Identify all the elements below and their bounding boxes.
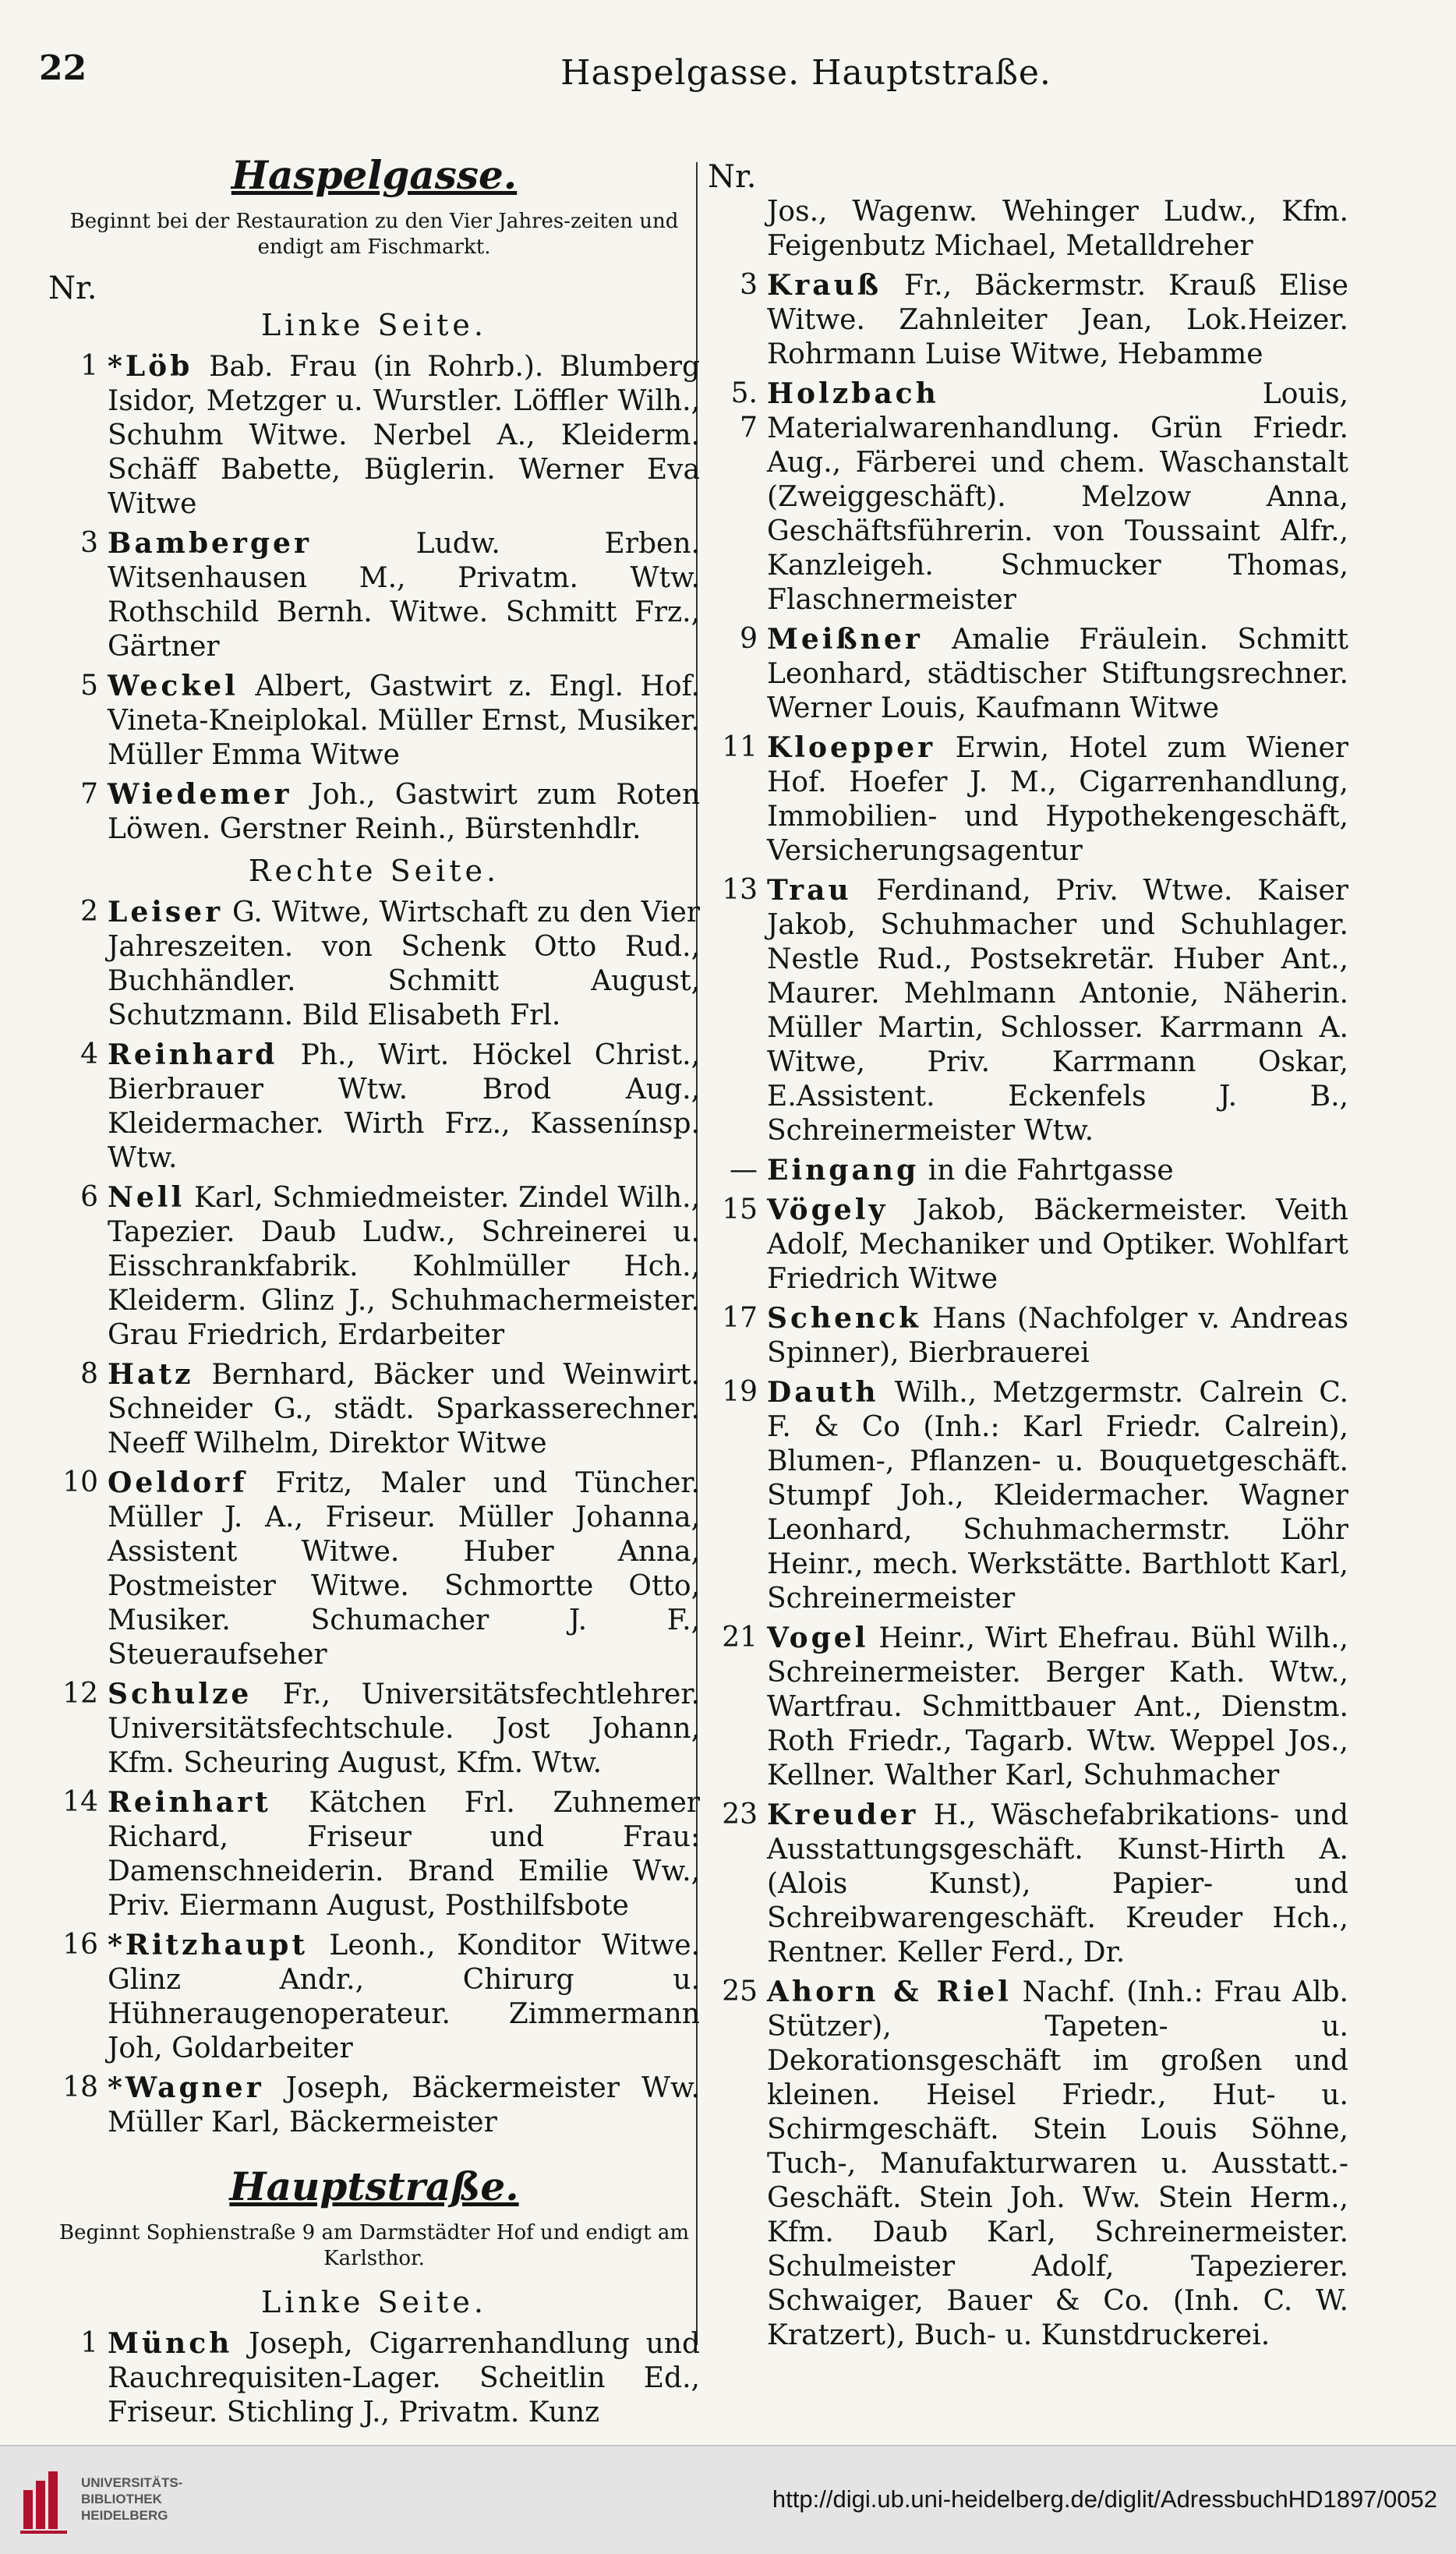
resident-name: *Wagner [108, 2071, 264, 2104]
address-entry [48, 1038, 700, 1176]
house-number: 23 [722, 1799, 758, 1831]
footer-bar [0, 2445, 1456, 2554]
entry-text [767, 377, 1348, 617]
side-heading-left: Linke Seite. [261, 308, 487, 342]
resident-name: Holzbach [767, 377, 939, 410]
street-title-haspelgasse: Haspelgasse. [231, 152, 518, 198]
address-entry [48, 1180, 700, 1353]
entry-details: Jakob, Bäckermeister. Veith Adolf, Mechaniker und Optiker. Wohlfart Friedrich Witwe [767, 1194, 1348, 1295]
entry-details: Heinr., Wirt Ehefrau. Bühl Wilh., Schreinermeister. Berger Kath. Wtw., Wartfrau. Schmittbauer Ant., Dienstm. Roth Friedr., Tagarb. Wtw. Weppel Jos., Kellner. Walther Karl, Schuhmacher [767, 1622, 1348, 1792]
resident-name: Vögely [767, 1194, 889, 1226]
address-entry [708, 1193, 1348, 1296]
house-number: 5 [80, 670, 98, 702]
entry-text [767, 194, 1348, 264]
library-name-line: BIBLIOTHEK [81, 2492, 162, 2506]
entry-details: Nachf. (Inh.: Frau Alb. Stützer), Tapeten- u. Dekorationsgeschäft im großen und kleinen. Heisel Friedr., Hut- u. Schirmgeschäft. Stein Louis Söhne, Tuch-, Manufakturwaren u. Ausstatt.-Geschäft. Stein Joh. Ww. Stein Herm., Kfm. Daub Karl, Schreinermeister. Schulmeister Adolf, Tapezierer. Schwaiger, Bauer & Co. (Inh. C. W. Kratzert), Buch- u. Kunstdruckerei. [767, 1976, 1348, 2351]
entry-text [108, 2326, 700, 2430]
house-number: 13 [722, 874, 758, 906]
address-entry [48, 895, 700, 1033]
side-heading-right: Rechte Seite. [248, 854, 500, 888]
address-entry [48, 777, 700, 847]
entry-details: Leonh., Konditor Witwe. Glinz Andr., Chirurg u. Hühneraugenoperateur. Zimmermann Joh, Goldarbeiter [108, 1930, 701, 2064]
entry-text [767, 1193, 1348, 1296]
entry-text [108, 526, 700, 664]
entry-details: Bab. Frau (in Rohrb.). Blumberg Isidor, Metzger u. Wurstler. Löffler Wilh., Schuhm Witwe. Nerbel A., Kleiderm. Schäff Babette, Büglerin. Werner Eva Witwe [108, 351, 700, 520]
library-name-line: UNIVERSITÄTS- [81, 2475, 183, 2490]
entry-list [48, 2326, 700, 2430]
entry-text [108, 777, 700, 847]
address-entry [708, 377, 1348, 617]
resident-name: Leiser [108, 896, 224, 929]
resident-name: Oeldorf [108, 1466, 248, 1499]
house-number: 3 [740, 269, 758, 301]
address-entry [708, 1301, 1348, 1371]
entry-text [108, 1038, 700, 1176]
resident-name: Münch [108, 2327, 233, 2360]
resident-name: Reinhart [108, 1786, 271, 1819]
entry-list [48, 349, 700, 847]
resident-name: Hatz [108, 1358, 194, 1391]
entry-details: Hans (Nachfolger v. Andreas Spinner), Bierbrauerei [767, 1303, 1348, 1369]
entry-text [767, 1301, 1348, 1371]
resident-name: Weckel [108, 670, 239, 702]
address-entry [48, 1357, 700, 1461]
entry-text [108, 1785, 700, 1923]
entry-text [767, 1621, 1348, 1793]
house-number: 11 [722, 731, 758, 763]
house-number [708, 194, 767, 264]
entry-details: Fr., Bäckermstr. Krauß Elise Witwe. Zahnleiter Jean, Lok.Heizer. Rohrmann Luise Witwe, Hebamme [767, 270, 1348, 370]
house-number: 25 [722, 1976, 758, 2007]
entry-text [108, 2071, 700, 2140]
house-number: 17 [722, 1302, 758, 1334]
entry-text [108, 895, 700, 1033]
resident-name: Eingang [767, 1154, 920, 1187]
address-entry [48, 1677, 700, 1781]
house-number: 18 [62, 2071, 98, 2103]
address-entry [48, 1928, 700, 2066]
library-name [81, 2474, 182, 2524]
nr-label: Nr. [708, 159, 757, 195]
resident-name: Meißner [767, 623, 923, 656]
address-entry [708, 730, 1348, 868]
house-number: 12 [62, 1678, 98, 1710]
entry-details: Fr., Universitätsfechtlehrer. Universitätsfechtschule. Jost Johann, Kfm. Scheuring August, Kfm. Wtw. [108, 1678, 700, 1779]
entry-details: Ferdinand, Priv. Wtwe. Kaiser Jakob, Schuhmacher und Schuhlager. Nestle Rud., Postsekretär. Huber Ant., Maurer. Mehlmann Antonie, Näherin. Müller Martin, Schlosser. Karrmann A. Witwe, Priv. Karrmann Oskar, E.Assistent. Eckenfels J. B., Schreinermeister Wtw. [767, 875, 1348, 1147]
entry-text [767, 268, 1348, 372]
house-number: 9 [740, 623, 758, 655]
address-entry [708, 1975, 1348, 2353]
entry-text [108, 1928, 700, 2066]
entry-details: Joh., Gastwirt zum Roten Löwen. Gerstner Reinh., Bürstenhdlr. [108, 779, 700, 845]
entry-text [108, 349, 700, 522]
resident-name: Schenck [767, 1302, 922, 1335]
entry-details: Albert, Gastwirt z. Engl. Hof. Vineta-Kneiplokal. Müller Ernst, Musiker. Müller Emma Witwe [108, 670, 700, 771]
library-logo-icon [17, 2467, 70, 2534]
entry-details: Jos., Wagenw. Wehinger Ludw., Kfm. Feigenbutz Michael, Metalldreher [767, 196, 1348, 262]
house-number: 16 [62, 1929, 98, 1961]
resident-name: Nell [108, 1181, 186, 1214]
address-entry [708, 1153, 1348, 1188]
address-entry [48, 669, 700, 773]
entry-details: Erwin, Hotel zum Wiener Hof. Hoefer J. M., Cigarrenhandlung, Immobilien- und Hypothekengeschäft, Versicherungsagentur [767, 732, 1348, 867]
house-number: 1 [80, 350, 98, 382]
entry-text [767, 730, 1348, 868]
house-number: 15 [722, 1194, 758, 1226]
resident-name: Kloepper [767, 731, 936, 764]
address-entry [708, 873, 1348, 1148]
address-entry [48, 526, 700, 664]
entry-details: Louis, Materialwarenhandlung. Grün Friedr. Aug., Färberei und chem. Waschanstalt (Zweiggeschäft). Melzow Anna, Geschäftsführerin. von Toussaint Alfr., Kanzleigeh. Schmucker Thomas, Flaschnermeister [767, 378, 1348, 616]
resident-name: Kreuder [767, 1799, 919, 1831]
address-entry [708, 268, 1348, 372]
house-number: 8 [80, 1358, 98, 1390]
entry-text [108, 1180, 700, 1353]
nr-label: Nr. [48, 271, 97, 306]
resident-name: Bamberger [108, 527, 312, 560]
resident-name: Reinhard [108, 1038, 278, 1071]
address-entry [708, 622, 1348, 726]
resident-name: Dauth [767, 1376, 879, 1409]
house-number: 2 [80, 896, 98, 928]
resident-name: Krauß [767, 269, 882, 302]
address-entry [708, 1621, 1348, 1793]
house-number: 4 [80, 1038, 98, 1070]
address-entry [48, 349, 700, 522]
house-number: 19 [722, 1376, 758, 1408]
resident-name: Wiedemer [108, 778, 292, 811]
resident-name: *Ritzhaupt [108, 1929, 308, 1961]
house-number: 5. 7 [730, 377, 758, 444]
right-column [708, 152, 1348, 2358]
house-number: 7 [80, 778, 98, 810]
house-number: 10 [62, 1466, 98, 1498]
entry-text [108, 1466, 700, 1672]
entry-details: Wilh., Metzgermstr. Calrein C. F. & Co (Inh.: Karl Friedr. Calrein), Blumen-, Pflanzen- u. Bouquetgeschäft. Stumpf Joh., Kleidermacher. Wagner Leonhard, Schuhmachermstr. Löhr Heinr., mech. Werkstätte. Barthlott Karl, Schreinermeister [767, 1377, 1348, 1615]
address-entry [708, 1375, 1348, 1616]
resident-name: Trau [767, 874, 852, 907]
street-description: Beginnt Sophienstraße 9 am Darmstädter Hof und endigt am Karlsthor. [58, 2221, 690, 2270]
side-heading-left: Linke Seite. [261, 2285, 487, 2319]
entry-details: Karl, Schmiedmeister. Zindel Wilh., Tapezier. Daub Ludw., Schreinerei u. Eisschrankfabrik. Kohlmüller Hch., Kleiderm. Glinz J., Schuhmachermeister. Grau Friedrich, Erdarbeiter [108, 1182, 700, 1351]
source-url-link[interactable]: http://digi.ub.uni-heidelberg.de/diglit/AdressbuchHD1897/0052 [772, 2485, 1437, 2513]
entry-details: Amalie Fräulein. Schmitt Leonhard, städtischer Stiftungsrechner. Werner Louis, Kaufmann Witwe [767, 624, 1348, 724]
resident-name: Schulze [108, 1678, 253, 1710]
house-number: 3 [80, 527, 98, 559]
running-header: Haspelgasse. Hauptstraße. [560, 53, 1051, 93]
entry-text [108, 1677, 700, 1781]
house-number: 21 [722, 1622, 758, 1654]
address-entry [708, 194, 1348, 264]
entry-list [708, 194, 1348, 2353]
resident-name: *Löb [108, 350, 193, 383]
entry-text [767, 1375, 1348, 1616]
address-entry [48, 1466, 700, 1672]
entry-text [108, 1357, 700, 1461]
entry-details: H., Wäschefabrikations- und Ausstattungsgeschäft. Kunst-Hirth A. (Alois Kunst), Papier- und Schreibwarengeschäft. Kreuder Hch., Rentner. Keller Ferd., Dr. [767, 1799, 1349, 1969]
entry-text [108, 669, 700, 773]
house-number: — [730, 1154, 758, 1186]
entry-details: Ludw. Erben. Witsenhausen M., Privatm. Wtw. Rothschild Bernh. Witwe. Schmitt Frz., Gärtner [108, 528, 700, 663]
resident-name: Ahorn & Riel [767, 1976, 1012, 2008]
resident-name: Vogel [767, 1622, 869, 1654]
house-number: 1 [80, 2327, 98, 2359]
address-entry [708, 1798, 1348, 1970]
house-number: 6 [80, 1181, 98, 1213]
entry-text [767, 1798, 1348, 1970]
page-number: 22 [39, 48, 87, 88]
address-entry [48, 2326, 700, 2430]
entry-details: G. Witwe, Wirtschaft zu den Vier Jahreszeiten. von Schenk Otto Rud., Buchhändler. Schmitt August, Schutzmann. Bild Elisabeth Frl. [108, 897, 700, 1031]
address-entry [48, 2071, 700, 2140]
house-number: 14 [62, 1786, 98, 1818]
entry-details: Joseph, Bäckermeister Ww. Müller Karl, Bäckermeister [108, 2072, 700, 2138]
street-title-hauptstrasse: Hauptstraße. [229, 2163, 519, 2209]
entry-details: Kätchen Frl. Zuhnemer Richard, Friseur und Frau: Damenschneiderin. Brand Emilie Ww., Priv. Eiermann August, Posthilfsbote [108, 1787, 701, 1922]
entry-details: Bernhard, Bäcker und Weinwirt. Schneider G., städt. Sparkasserechner. Neeff Wilhelm, Direktor Witwe [108, 1359, 700, 1459]
left-column [48, 152, 700, 2435]
entry-details: in die Fahrtgasse [928, 1155, 1174, 1187]
entry-details: Joseph, Cigarrenhandlung und Rauchrequisiten-Lager. Scheitlin Ed., Friseur. Stichling J., Privatm. Kunz [108, 2328, 700, 2428]
library-name-line: HEIDELBERG [81, 2508, 168, 2523]
address-entry [48, 1785, 700, 1923]
entry-details: Ph., Wirt. Höckel Christ., Bierbrauer Wtw. Brod Aug., Kleidermacher. Wirth Frz., Kassenínsp. Wtw. [108, 1039, 700, 1174]
entry-text [767, 1975, 1348, 2353]
entry-text [767, 622, 1348, 726]
entry-text [767, 873, 1348, 1148]
street-description: Beginnt bei der Restauration zu den Vier Jahres-zeiten und endigt am Fischmarkt. [69, 210, 679, 259]
entry-list [48, 895, 700, 2140]
entry-details: Fritz, Maler und Tüncher. Müller J. A., Friseur. Müller Johanna, Assistent Witwe. Huber Anna, Postmeister Witwe. Schmortte Otto, Musiker. Schumacher J. F., Steueraufseher [108, 1467, 700, 1671]
entry-text [767, 1153, 1348, 1188]
